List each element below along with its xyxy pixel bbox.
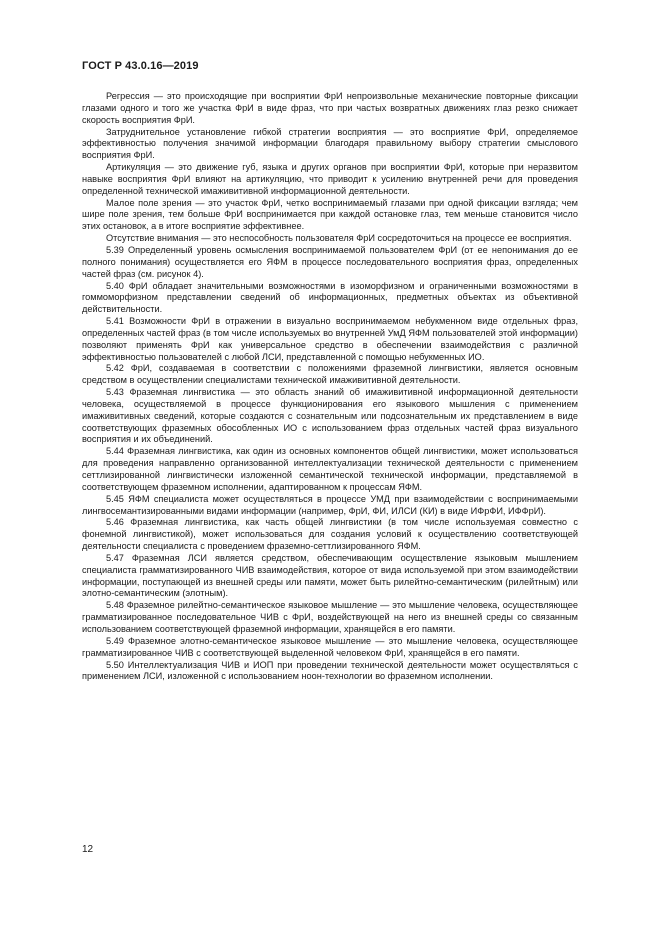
paragraph: 5.42 ФрИ, создаваемая в соответствии с положениями фраземной лингвистики, является основным средством в осуществлении специалистами технической имаживитивной деятельности.	[82, 363, 578, 386]
paragraph: Артикуляция — это движение губ, языка и других органов при восприятии ФрИ, которые при неразвитом навыке восприятия ФрИ влияют на артикуляцию, что приводит к усилению внутренней речи для проведения определенной технической имаживитивной информационной деятельности.	[82, 162, 578, 196]
paragraph: 5.40 ФрИ обладает значительными возможностями в изоморфизном и ограниченными возможностями в гоммоморфизном представлении сведений об информационных, предметных объектах из объективной действительности.	[82, 280, 578, 315]
document-code-header: ГОСТ Р 43.0.16—2019	[82, 60, 199, 72]
paragraph: 5.47 Фраземная ЛСИ является средством, обеспечивающим осуществление языковым мышлением специалиста грамматизированного ЧИВ взаимодействия, которое от вида используемой при этом взаимодействии информации, поступающей из внешней среды или памяти, может быть рилейтно-семантическим (рилейтным) или элотно-семантическим (элотным).	[82, 552, 578, 599]
paragraph: 5.44 Фраземная лингвистика, как один из основных компонентов общей лингвистики, может использоваться для проведения направленно организованной интеллектуализации технической деятельности с применением сеттлизированной лингвистически изложенной семантической технической информации, представляемой в соответствующем фраземном исполнении, адаптированном к процессам ЯФМ.	[82, 446, 578, 492]
paragraph: 5.39 Определенный уровень осмысления воспринимаемой пользователем ФрИ (от ее непонимания до ее полного понимания) осуществляется его ЯФМ в процессе последовательного восприятия фраз, определенных частей фраз (см. рисунок 4).	[82, 244, 578, 279]
paragraph: Затруднительное установление гибкой стратегии восприятия — это восприятие ФрИ, определяемое эффективностью получения значимой информации благодаря правильному выбору стратегии смыслового восприятия ФрИ.	[82, 126, 578, 161]
paragraph: Малое поле зрения — это участок ФрИ, четко воспринимаемый глазами при одной фиксации взгляда; чем шире поле зрения, тем больше ФрИ воспринимается при каждой остановке глаз, тем меньше становится число этих остановок, а в итоге восприятие эффективнее.	[82, 197, 578, 232]
page-number: 12	[82, 844, 94, 855]
paragraph: Регрессия — это происходящие при восприятии ФрИ непроизвольные механические повторные фиксации глазами одного и того же участка ФрИ в виде фраз, что при частых возвратных движениях глаз резко снижает скорость восприятия ФрИ.	[82, 91, 578, 125]
paragraph: 5.43 Фраземная лингвистика — это область знаний об имаживитивной информационной деятельности человека, осуществляемой в процессе функционирования его языкового мышления с применением имаживитивных сведений, которые создаются с сознательным или подсознательным их представлением в виде соответствующих фраземных обособленных ИО с использованием фраз отдельных частей фраз визуального восприятия и их объединений.	[82, 387, 578, 445]
paragraph: 5.45 ЯФМ специалиста может осуществляться в процессе УМД при взаимодействии с воспринимаемыми лингвосемантизированными видами информации (например, ФрИ, ФИ, ИЛСИ (КИ) в виде ИФрФИ, ИФФрИ).	[82, 493, 578, 516]
paragraph: 5.50 Интеллектуализация ЧИВ и ИОП при проведении технической деятельности может осуществляться с применением ЛСИ, изложенной с использованием ноон-технологии во фраземном исполнении.	[82, 659, 578, 682]
paragraph: 5.46 Фраземная лингвистика, как часть общей лингвистики (в том числе используемая совместно с фонемной лингвистикой), может использоваться для создания условий к осуществлению соответствующей деятельности специалиста с проведением фраземно-сеттлизированного ЯФМ.	[82, 517, 578, 552]
paragraph: 5.48 Фраземное рилейтно-семантическое языковое мышление — это мышление человека, осуществляющее грамматизированное последовательное ЧИВ с ФрИ, воздействующей на него из внешней среды со связанным использованием соответствующей фраземной информации, хранящейся в его памяти.	[82, 600, 578, 634]
paragraph: 5.41 Возможности ФрИ в отражении в визуально воспринимаемом небукменном виде отдельных фраз, определенных частей фраз (в том числе используемых во внутренней УмД ЯФМ пользователей этой информации) позволяют применять ФрИ как универсальное средство в обеспечении взаимодействия с различной эффективностью пользователей с любой ЛСИ, представленной с помощью небукменных ИО.	[82, 316, 578, 362]
paragraph: 5.49 Фраземное элотно-семантическое языковое мышление — это мышление человека, осуществляющее грамматизированное ЧИВ с соответствующей выделенной человеком ФрИ, хранящейся в его памяти.	[82, 635, 578, 658]
paragraph: Отсутствие внимания — это неспособность пользователя ФрИ сосредоточиться на процессе ее восприятия.	[106, 233, 572, 244]
page-body	[82, 91, 578, 683]
